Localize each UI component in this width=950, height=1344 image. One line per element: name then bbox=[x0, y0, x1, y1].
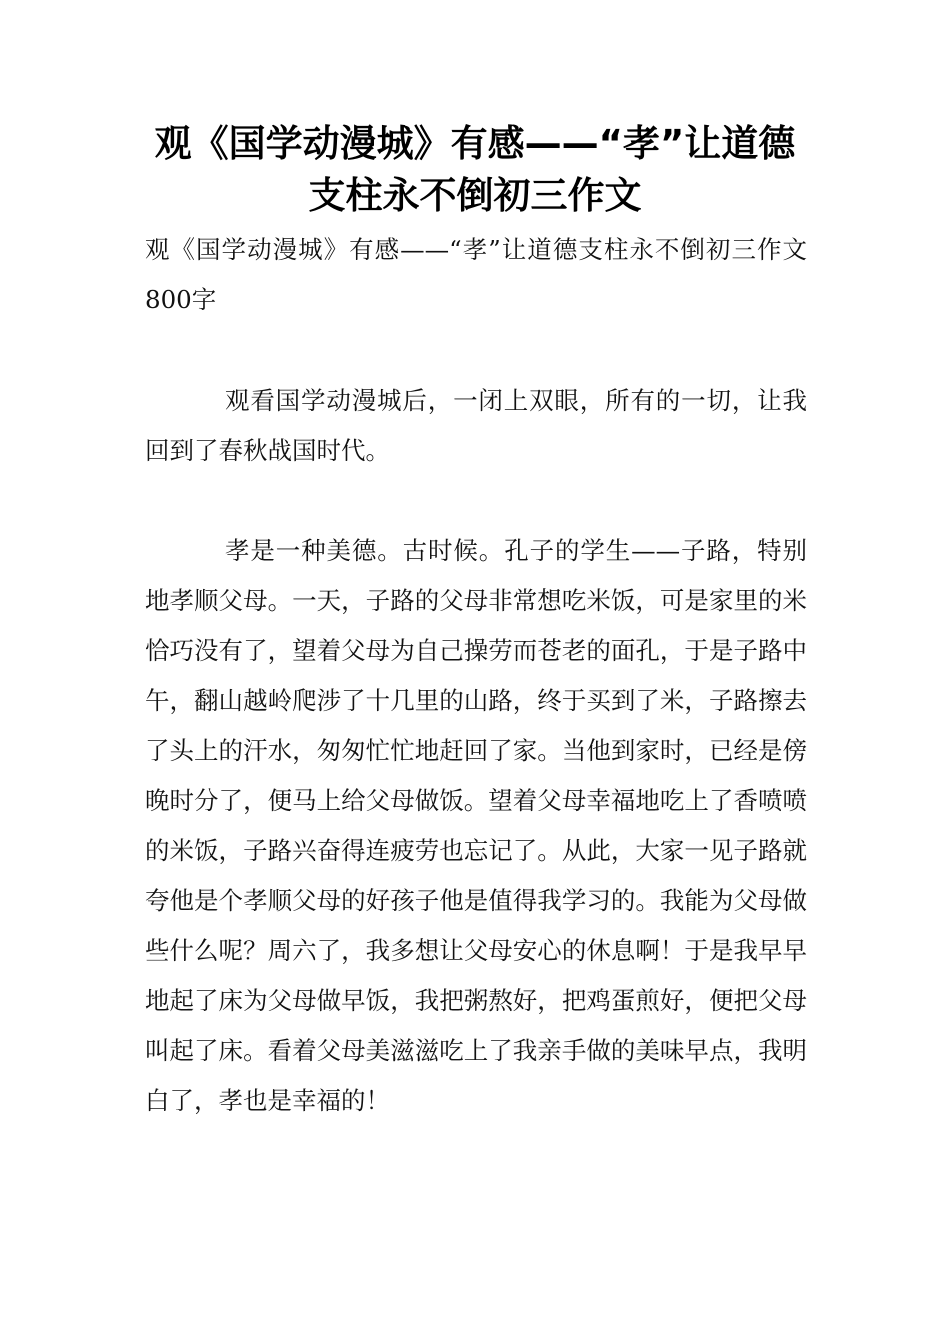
document-title: 观《国学动漫城》有感——“孝”让道德支柱永不倒初三作文 bbox=[154, 122, 796, 217]
paragraph: 孝是一种美德。古时候。孔子的学生——子路，特别地孝顺父母。一天，子路的父母非常想吃米饭，可是家里的米恰巧没有了，望着父母为自己操劳而苍老的面孔，于是子路中午，翻山越岭爬涉了十几里的山路，终于买到了米，子路擦去了头上的汗水，匆匆忙忙地赶回了家。当他到家时，已经是傍晚时分了，便马上给父母做饭。望着父母幸福地吃上了香喷喷的米饭，子路兴奋得连疲劳也忘记了。从此，大家一见子路就夸他是个孝顺父母的好孩子他是值得我学习的。我能为父母做些什么呢？周六了，我多想让父母安心的休息啊！于是我早早地起了床为父母做早饭，我把粥熬好，把鸡蛋煎好，便把父母叫起了床。看着父母美滋滋吃上了我亲手做的美味早点，我明白了，孝也是幸福的！ bbox=[145, 536, 807, 1115]
document-subtitle: 观《国学动漫城》有感——“孝”让道德支柱永不倒初三作文800字 bbox=[145, 235, 807, 314]
paragraph: 观看国学动漫城后，一闭上双眼，所有的一切，让我回到了春秋战国时代。 bbox=[145, 386, 807, 465]
